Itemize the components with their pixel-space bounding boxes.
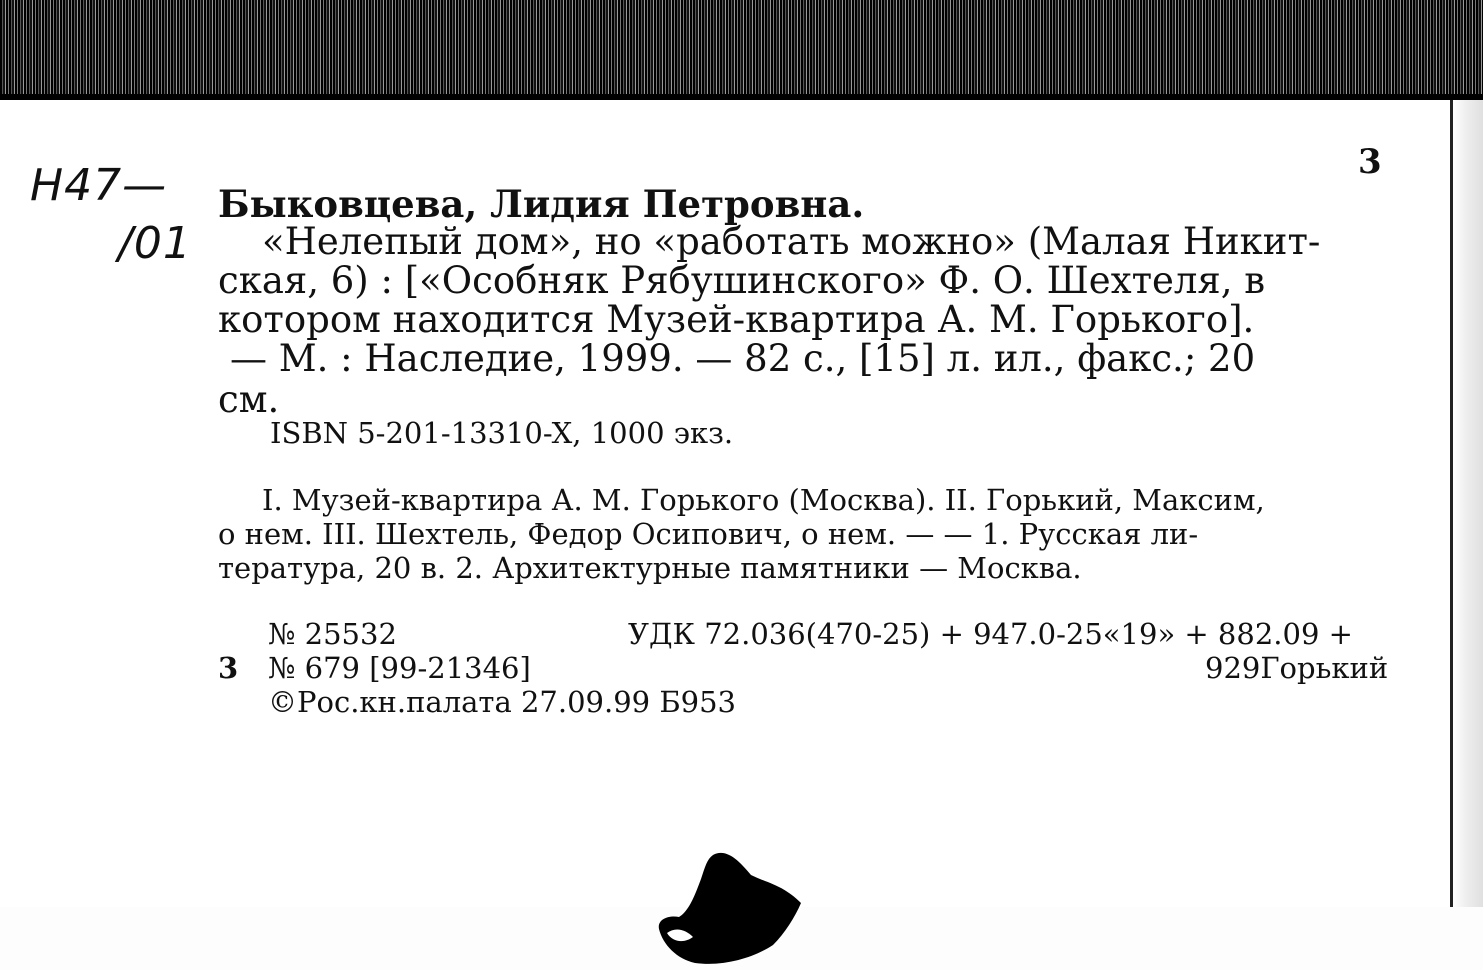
scan-right-edge [1450, 100, 1483, 907]
title-line-3: котором находится Музей-квартира А. М. Горького]. [218, 298, 1255, 341]
book-chamber-mark: ©Рос.кн.палата 27.09.99 Б953 [268, 685, 737, 719]
catalog-card [0, 100, 1450, 907]
imprint-line: — М. : Наследие, 1999. — 82 с., [15] л. ил., факс.; 20 [230, 337, 1256, 380]
title-line-2: ская, 6) : [«Особняк Рябушинского» Ф. О. Шехтеля, в [218, 259, 1266, 302]
udc-continuation: 929Горький [1205, 651, 1389, 685]
subjects-line-3: тература, 20 в. 2. Архитектурные памятники — Москва. [218, 551, 1082, 585]
handwritten-shelfmark-bottom: /01 [118, 218, 192, 269]
author-heading: Быковцева, Лидия Петровна. [218, 182, 865, 226]
handwritten-shelfmark-top: Н47— [30, 160, 168, 211]
batch-number: № 679 [99-21346] [268, 651, 531, 685]
scan-top-border [0, 0, 1483, 100]
subjects-line-1: I. Музей-квартира А. М. Горького (Москва). II. Горький, Максим, [262, 483, 1265, 517]
page-number: 3 [1358, 142, 1382, 182]
isbn-line: ISBN 5-201-13310-X, 1000 экз. [270, 416, 734, 450]
ink-stain [655, 845, 805, 970]
subjects-line-2: о нем. III. Шехтель, Федор Осипович, о нем. — — 1. Русская ли- [218, 517, 1199, 551]
udc-classification: УДК 72.036(470-25) + 947.0-25«19» + 882.09 + [628, 617, 1353, 651]
copy-mark: 3 [218, 651, 239, 685]
record-number: № 25532 [268, 617, 397, 651]
imprint-line-end: см. [218, 378, 280, 421]
title-line-1: «Нелепый дом», но «работать можно» (Малая Никит- [262, 220, 1321, 263]
